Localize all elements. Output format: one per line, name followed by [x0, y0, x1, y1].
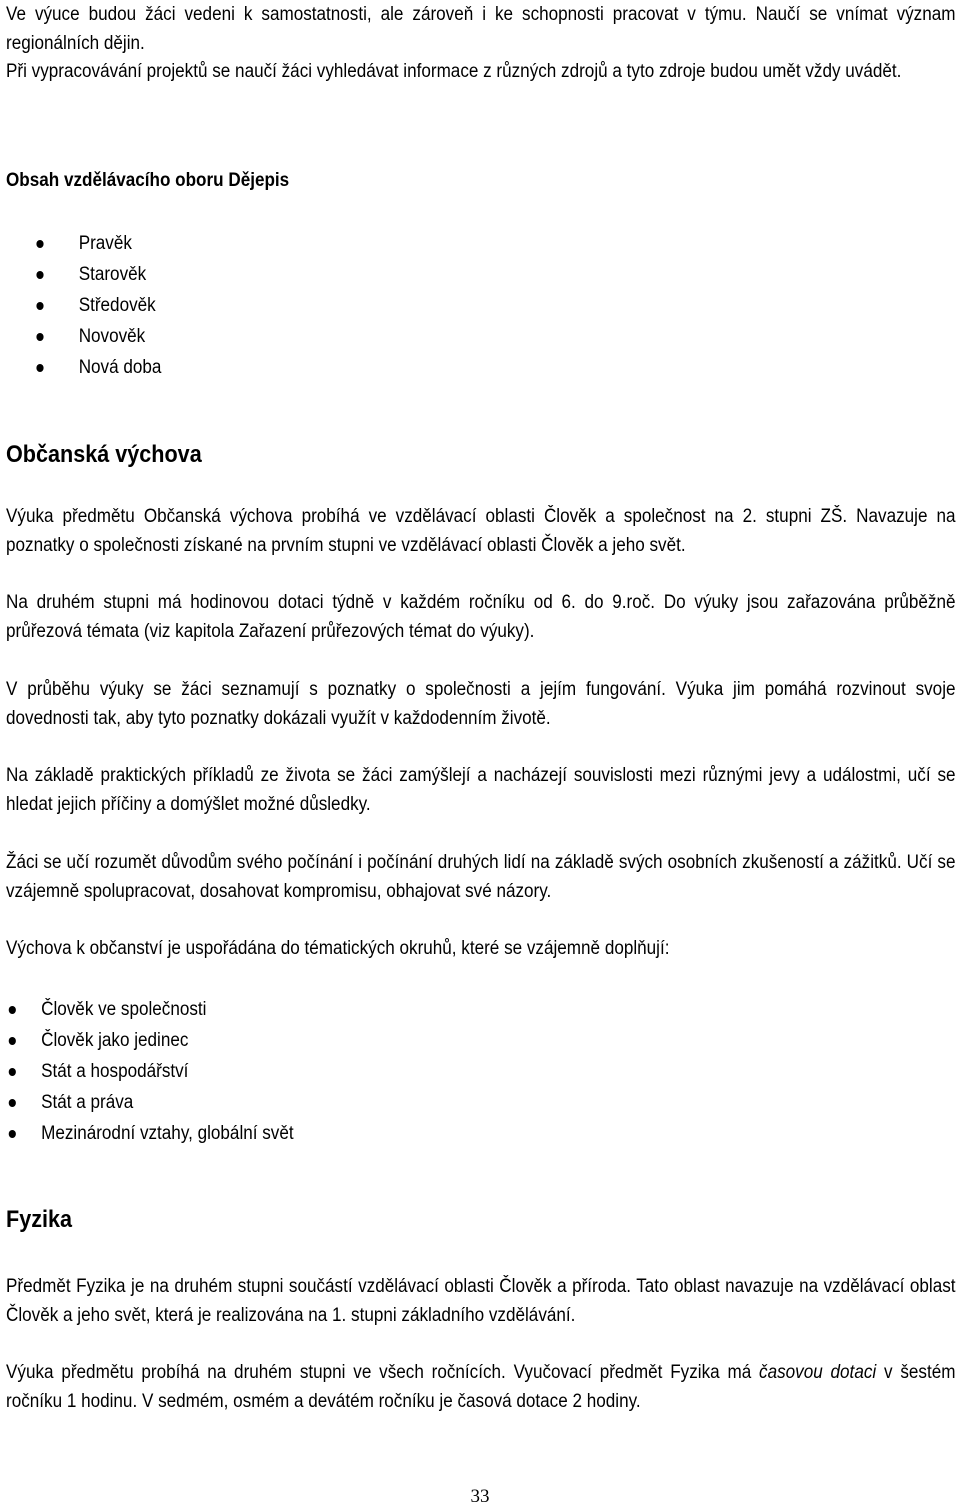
list-item: Pravěk	[40, 228, 161, 259]
paragraph-fyzika-2	[6, 1358, 956, 1416]
fyzika-text-start: Výuka předmětu probíhá na druhém stupni ve všech ročnících. Vyučovací předmět Fyzika má	[6, 1362, 760, 1383]
list-item: Stát a hospodářství	[6, 1056, 294, 1087]
heading-fyzika: Fyzika	[6, 1206, 73, 1233]
list-item: Stát a práva	[6, 1087, 294, 1118]
list-item: Novověk	[40, 321, 161, 352]
paragraph-obcanska-6: Výchova k občanství je uspořádána do tématických okruhů, které se vzájemně doplňují:	[6, 938, 670, 959]
list-item: Mezinárodní vztahy, globální svět	[6, 1118, 294, 1149]
list-item: Starověk	[40, 259, 161, 290]
heading-dejepis: Obsah vzdělávacího oboru Dějepis	[6, 170, 290, 191]
page-number: 33	[470, 1486, 490, 1507]
fyzika-text-end: v šestém ročníku 1 hodinu. V sedmém, osmém a devátém ročníku je časová dotace 2 hodiny.	[6, 1362, 956, 1412]
paragraph-obcanska-5: Žáci se učí rozumět důvodům svého počínání i počínání druhých lidí na základě svých osobních zkušeností a zážitků. Učí se vzájemně spolupracovat, dosahovat kompromisu, obhajovat své názory.	[6, 852, 956, 902]
paragraph-fyzika-1: Předmět Fyzika je na druhém stupni součástí vzdělávací oblasti Člověk a příroda. Tato oblast navazuje na vzdělávací oblast Člověk a jeho svět, která je realizována na 1. stupni základního vzdělávání.	[6, 1276, 956, 1326]
heading-obcanska-vychova: Občanská výchova	[6, 441, 202, 468]
list-item: Nová doba	[40, 352, 161, 383]
obcanska-topics-list	[6, 994, 326, 1149]
list-item: Středověk	[40, 290, 161, 321]
paragraph-teamwork: Ve výuce budou žáci vedeni k samostatnosti, ale zároveň i ke schopnosti pracovat v týmu. Naučí se vnímat význam regionálních dějin.	[6, 4, 956, 54]
list-item: Člověk ve společnosti	[6, 994, 294, 1025]
paragraph-obcanska-1: Výuka předmětu Občanská výchova probíhá ve vzdělávací oblasti Člověk a společnost na 2. stupni ZŠ. Navazuje na poznatky o společnosti získané na prvním stupni ve vzdělávací oblasti Člověk a jeho svět.	[6, 506, 956, 556]
dejepis-list	[40, 228, 175, 383]
paragraph-obcanska-2: Na druhém stupni má hodinovou dotaci týdně v každém ročníku od 6. do 9.roč. Do výuky jsou zařazována průběžně průřezová témata (viz kapitola Zařazení průřezových témat do výuky).	[6, 592, 956, 642]
fyzika-italic-term: časovou dotaci	[759, 1362, 877, 1383]
paragraph-obcanska-3: V průběhu výuky se žáci seznamují s poznatky o společnosti a jejím fungování. Výuka jim pomáhá rozvinout svoje dovednosti tak, aby tyto poznatky dokázali využít v každodenním životě.	[6, 679, 956, 729]
paragraph-obcanska-4: Na základě praktických příkladů ze života se žáci zamýšlejí a nacházejí souvislosti mezi různými jevy a událostmi, učí se hledat jejich příčiny a domýšlet možné důsledky.	[6, 765, 956, 815]
paragraph-projects: Při vypracovávání projektů se naučí žáci vyhledávat informace z různých zdrojů a tyto zdroje budou umět vždy uvádět.	[6, 61, 902, 82]
list-item: Člověk jako jedinec	[6, 1025, 294, 1056]
